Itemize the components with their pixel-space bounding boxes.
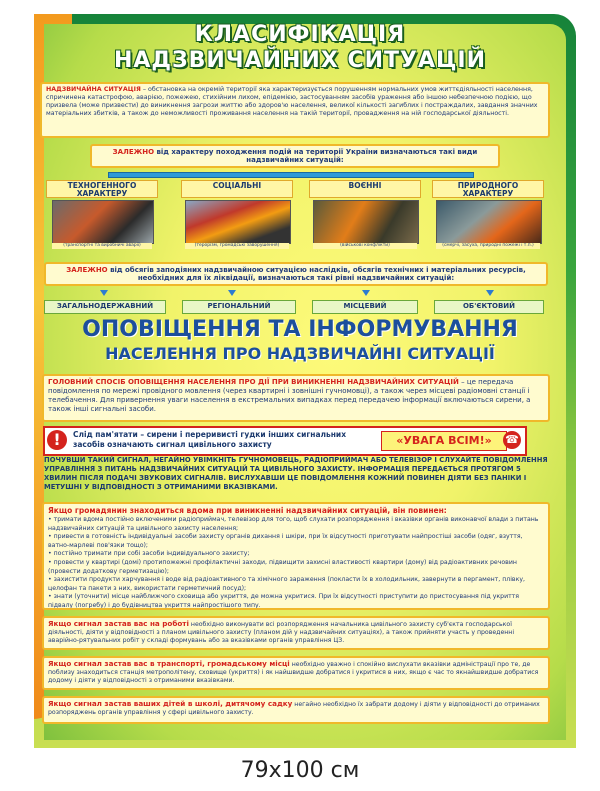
- list-item: • захистити продукти харчування і воде від радіоактивного та хімічного зараження (покласти їх в холодильник, завернути в пергамент, плівку, целофан та пакети з них, використати герметичний посуд);: [48, 576, 525, 592]
- notification-heading: ОПОВІЩЕННЯ ТА ІНФОРМУВАННЯ: [82, 317, 518, 342]
- arrow-down-icon: [486, 290, 494, 296]
- natural-photo: [436, 200, 542, 244]
- kids-box: Якщо сигнал застав ваших дітей в школі, дитячому садку негайно необхідно їх забрати додому і діяти у відповідності до отриманих розпоряджень органів управління у сфері цивільного захисту.: [42, 696, 550, 724]
- warning-signal: «УВАГА ВСІМ!»: [381, 431, 507, 451]
- definition-text: – обстановка на окремій території яка характеризується порушенням нормальних умов життєдіяльності населення, спричинена катастрофою, аварією, пожежею, стихійним лихом, епідемією, застосуванням засобів ураження або іншою небезпечною подією, що призвела (може призвести) до виникнення загрози життю або здоров'ю населення, великої кількості загиблих і постраждалих, завдання значних матеріальних збитків, а також до неможливості проживання населення на такій території, провадження на ній господарської діяльності.: [46, 86, 538, 117]
- level-label: МІСЦЕВИЙ: [312, 300, 418, 314]
- transport-box: Якщо сигнал застав вас в транспорті, громадському місці необхідно уважно і спокійно вислухати вказівки адміністрації про те, де поблизу знаходиться станція метрополітену, сховище (укриття) і як найшвидше добратися і укритися в них, якщо є час то якнайшвидше добратися додому і діяти у відповідності з отриманими вказівками.: [42, 656, 550, 690]
- technogenic-photo: [52, 200, 154, 244]
- arrow-down-icon: [100, 290, 108, 296]
- arrow-down-icon: [228, 290, 236, 296]
- instruction-text: ПОЧУВШИ ТАКИЙ СИГНАЛ, НЕГАЙНО УВІМКНІТЬ ГУЧНОМОВЕЦЬ, РАДІОПРИЙМАЧ АБО ТЕЛЕВІЗОР І СЛУХАЙТЕ ПОВІДОМЛЕННЯ УПРАВЛІННЯ З ПИТАНЬ НАДЗВИЧАЙНИХ СИТУАЦІЙ ТА ЦИВІЛЬНОГО ЗАХИСТУ. ІНФОРМАЦІЯ ПЕРЕДАЄТЬСЯ ПРОТЯГОМ 5 ХВИЛИН ПІСЛЯ ПОДАЧІ ЗВУКОВИХ СИГНАЛІВ. ВИСЛУХАВШИ ЦЕ ПОВІДОМЛЕННЯ КОЖНИЙ ПОВИНЕН ДІЯТИ БЕЗ ПАНІКИ І МЕТУШНІ У ВІДПОВІДНОСТІ З ОТРИМАНИМИ ВКАЗІВКАМИ.: [44, 456, 548, 491]
- category-caption: (транспортні та виробничі аварії): [52, 243, 152, 249]
- poster-title-line1: КЛАСИФІКАЦІЯ: [194, 22, 406, 47]
- work-box: Якщо сигнал застав вас на роботі необхідно виконувати всі розпорядження начальника цивільного захисту суб'єкта господарської діяльності, діяти у відповідності з планом цивільного захисту (планом дій у надзвичайних ситуаціях), а також прийняти участь у проведенні аварійно-рятувальних робіт у складі формувань або за вказівками органів управління ЦЗ.: [42, 616, 550, 650]
- category-caption: (терорізм, громадські заворушення): [185, 243, 289, 249]
- category-caption: (смерчі, засуха, природні пожежі і т.п.): [436, 243, 540, 249]
- poster-title-line2: НАДЗВИЧАЙНИХ СИТУАЦІЙ: [113, 48, 487, 73]
- list-item: • тримати вдома постійно включеними радіоприймач, телевізор для того, щоб слухати розпорядження і вказівки органів виконавчої влади з питань надзвичайних ситуацій та цивільного захисту населення;: [48, 516, 539, 532]
- category-label: ТЕХНОГЕННОГО ХАРАКТЕРУ: [46, 180, 158, 198]
- main-method-box: ГОЛОВНИЙ СПОСІБ ОПОВІЩЕННЯ НАСЕЛЕННЯ ПРО ДІЇ ПРИ ВИНИКНЕННІ НАДЗВИЧАЙНИХ СИТУАЦІЙ – це передача повідомлення по мережі провідного мовлення (через квартирні і зовнішні гучномовці), а також через місцеві радіомовні станції і телебачення. Для привернення уваги населення в екстремальних випадках перед передачею інформації включаються сирени, а також інші сигнальні засоби.: [42, 374, 550, 422]
- notification-subheading: НАСЕЛЕННЯ ПРО НАДЗВИЧАЙНІ СИТУАЦІЇ: [105, 344, 495, 363]
- origin-banner: ЗАЛЕЖНО від характеру походження подій на території України визначаються такі види надзвичайних ситуацій:: [90, 144, 500, 168]
- military-photo: [313, 200, 419, 244]
- social-photo: [185, 200, 291, 244]
- arrow-down-icon: [362, 290, 370, 296]
- definition-term: НАДЗВИЧАЙНА СИТУАЦІЯ: [46, 86, 141, 93]
- list-item: • привести в готовність індивідуальні засоби захисту органів дихання і шкіри, при їх відсутності приготувати найпростіші засоби (одяг, взуття, ватно-марлеві пов'язки тощо);: [48, 533, 523, 549]
- level-label: ЗАГАЛЬНОДЕРЖАВНИЙ: [44, 300, 166, 314]
- home-actions-box: Якщо громадянин знаходиться вдома при виникненні надзвичайних ситуацій, він повинен: • тримати вдома постійно включеними радіоприймач, телевізор для того, щоб слухати розпорядження і вказівки органів виконавчої влади з питань надзвичайних ситуацій та цивільного захисту населення; • привести в готовність індивідуальні засоби захисту органів дихання і шкіри, при їх відсутності приготувати найпростіші засоби (одяг, взуття, ватно-марлеві пов'язки тощо); • постійно тримати при собі засоби індивідуального захисту; • провести у квартирі (домі) протипожежні профілактичні заходи, підвищити захисні властивості квартири (дому) від радіоактивних речовин (провести додаткову герметизацію); • захистити продукти харчування і воде від радіоактивного та хімічного зараження (покласти їх в холодильник, завернути в пергамент, плівку, целофан та пакети з них, використати герметичний посуд); • знати (уточнити) місце найближчого сховища або укриття, де можна укритися. При їх відсутності приступити до пристосування під укриття підвалу (погребу) і до будівництва укриття найпростішого типу.: [42, 502, 550, 610]
- category-label: ВОЄННІ: [309, 180, 421, 198]
- list-item: • постійно тримати при собі засоби індивідуального захисту;: [48, 550, 250, 558]
- list-item: • знати (уточнити) місце найближчого сховища або укриття, де можна укритися. При їх відсутності приступити до пристосування під укриття підвалу (погребу) і до будівництва укриття найпростішого типу.: [48, 593, 520, 609]
- definition-box: [40, 82, 550, 138]
- warning-box: [43, 426, 527, 456]
- category-label: ПРИРОДНОГО ХАРАКТЕРУ: [432, 180, 544, 198]
- category-caption: (військові конфлікти): [313, 243, 417, 249]
- warning-triangle-icon: !: [47, 430, 67, 450]
- size-label: 79x100 см: [240, 758, 360, 783]
- category-label: СОЦІАЛЬНІ: [181, 180, 293, 198]
- levels-banner: ЗАЛЕЖНО від обсягів заподіяних надзвичайною ситуацією наслідків, обсягів технічних і матеріальних ресурсів, необхідних для їх ліквідації, визначаються такі рівні надзвичайних ситуацій:: [44, 262, 548, 286]
- list-item: • провести у квартирі (домі) протипожежні профілактичні заходи, підвищити захисні властивості квартири (дому) від радіоактивних речовин (провести додаткову герметизацію);: [48, 558, 517, 575]
- category-connector-bar: [108, 172, 474, 178]
- level-label: ОБ'ЄКТОВИЙ: [434, 300, 544, 314]
- level-label: РЕГІОНАЛЬНИЙ: [182, 300, 296, 314]
- warning-text: Слід пам'ятати – сирени і переривисті гудки інших сигнальних засобів означають сигнал цивільного захисту: [73, 430, 347, 449]
- siren-icon: ☎: [503, 431, 521, 449]
